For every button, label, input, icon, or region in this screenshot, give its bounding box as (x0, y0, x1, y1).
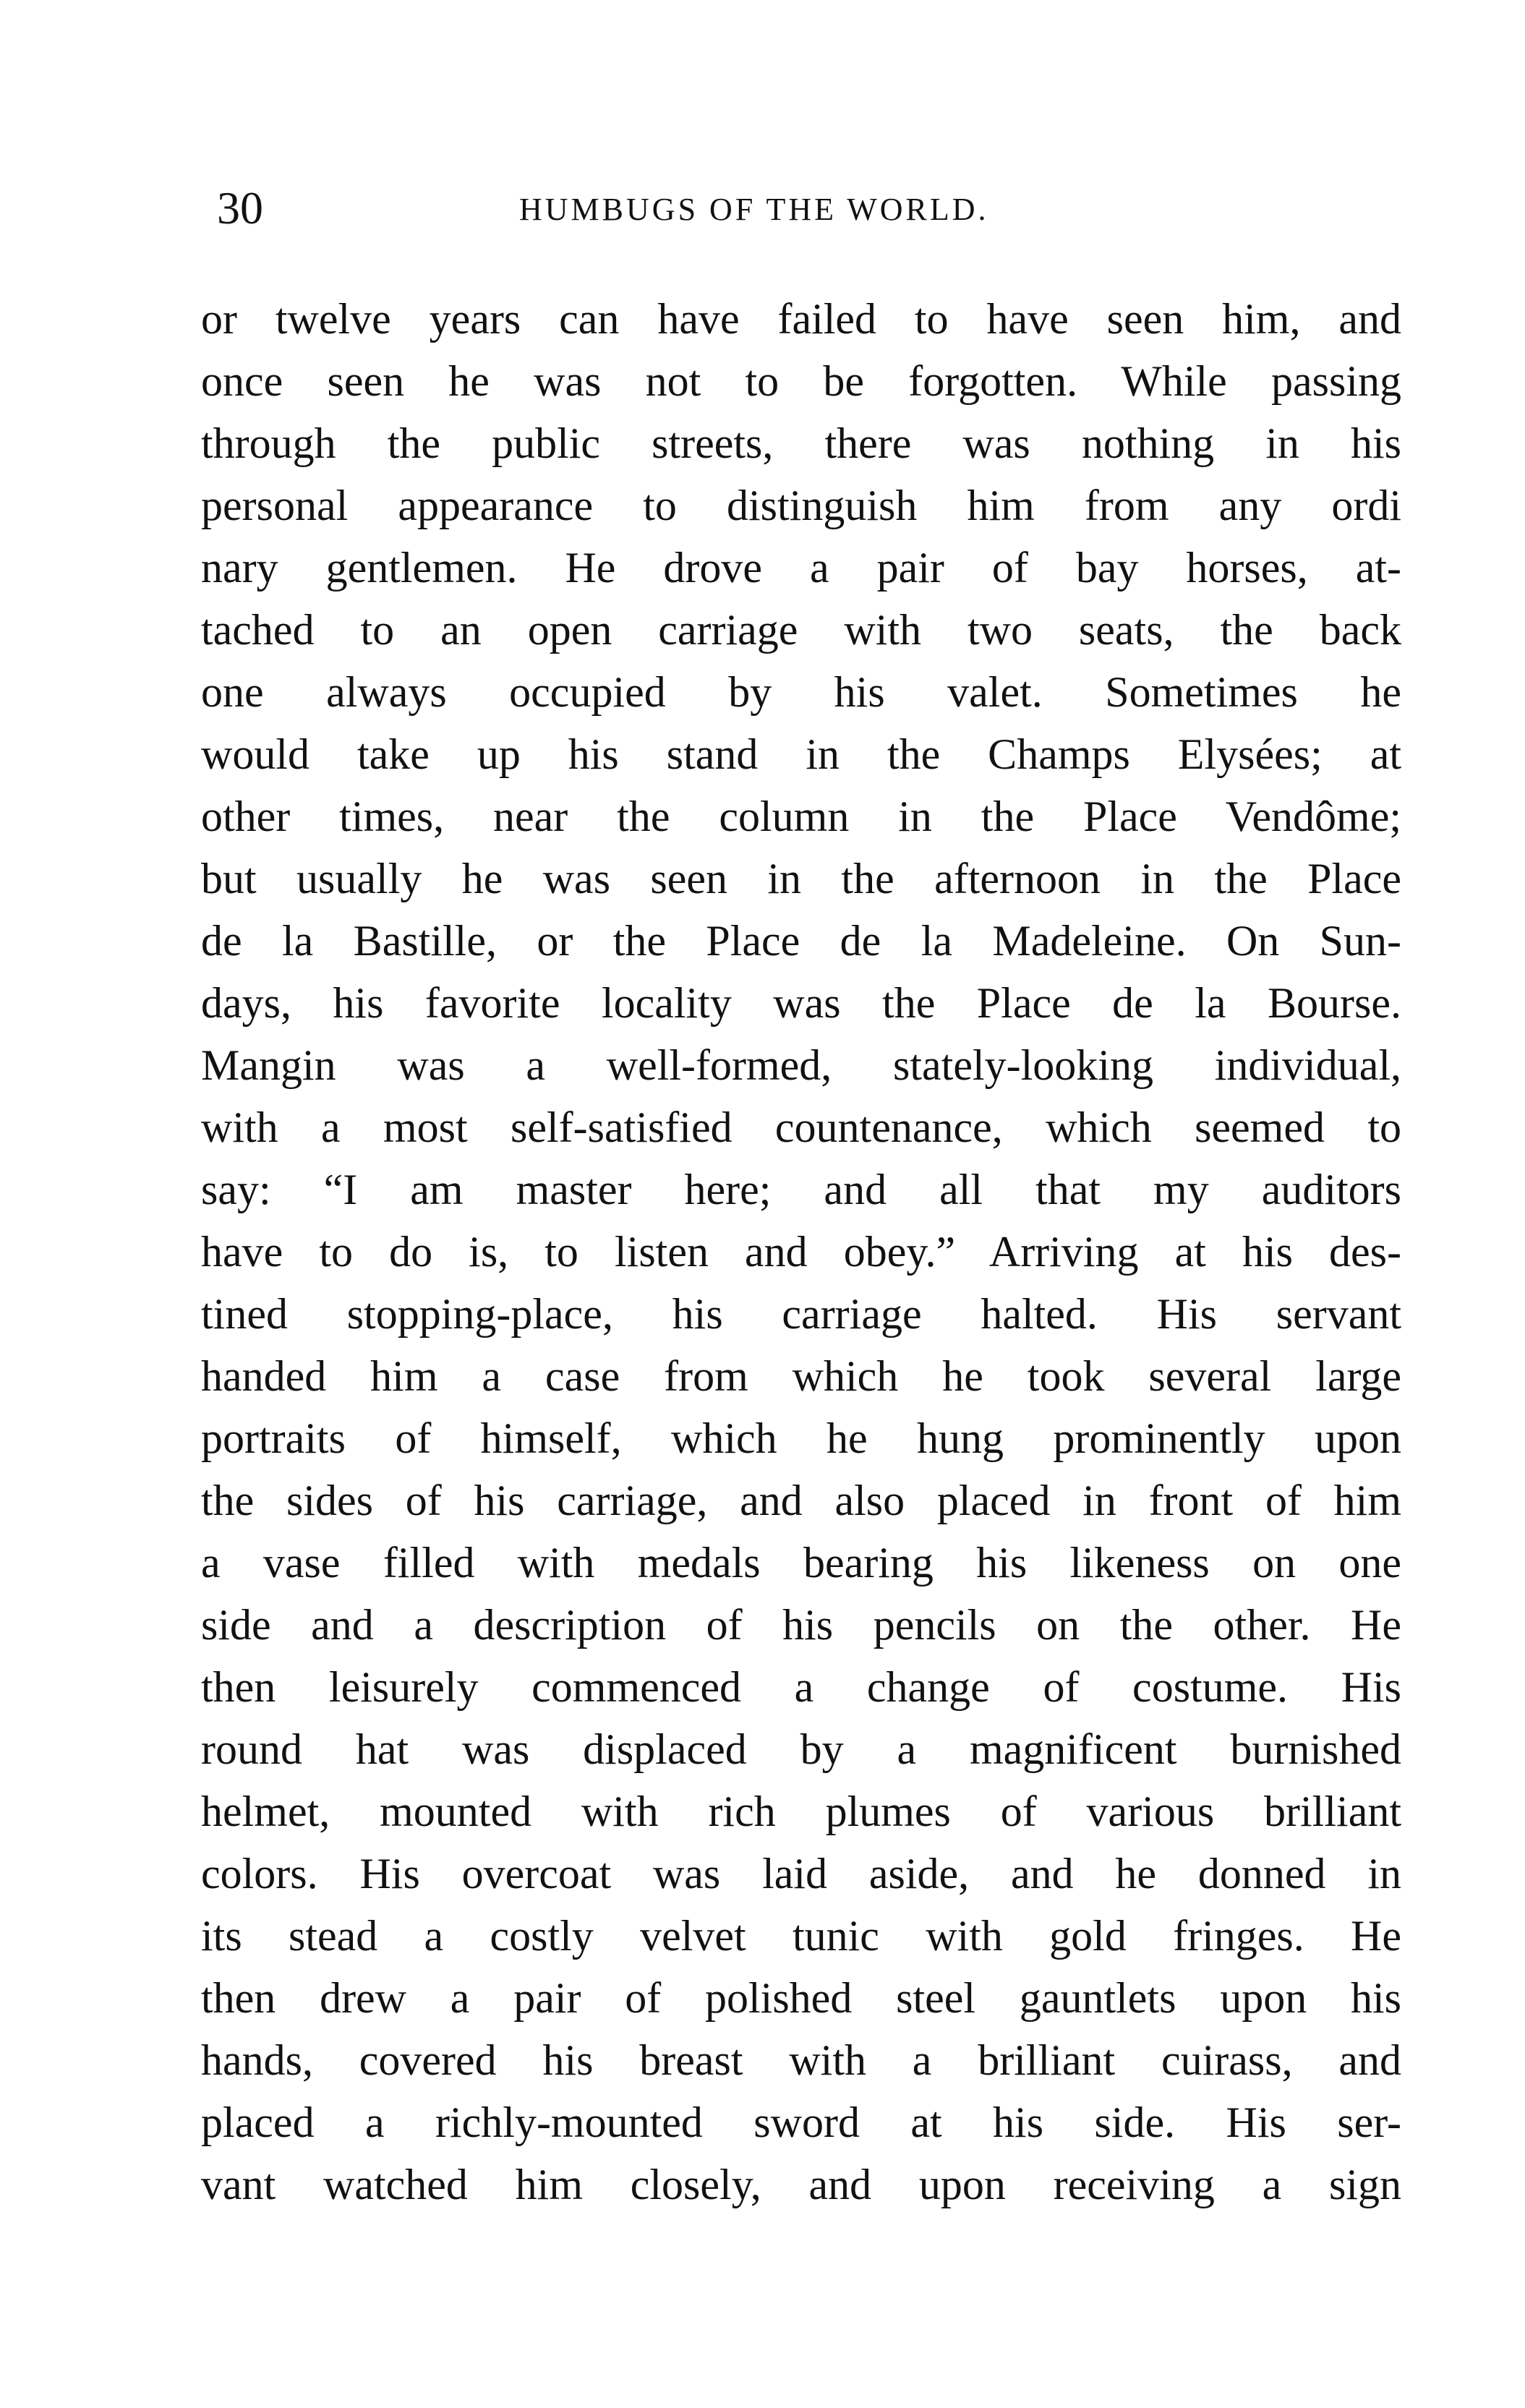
text-line: de la Bastille, or the Place de la Madeleine. On Sun- (201, 917, 1401, 965)
text-line: the sides of his carriage, and also placed in front of him (201, 1477, 1401, 1524)
text-line: helmet, mounted with rich plumes of various brilliant (201, 1788, 1401, 1835)
text-line: nary gentlemen. He drove a pair of bay horses, at- (201, 544, 1401, 592)
text-line: would take up his stand in the Champs Elysées; at (201, 730, 1401, 778)
text-line: have to do is, to listen and obey.” Arriving at his des- (201, 1228, 1401, 1276)
text-line: through the public streets, there was nothing in his (201, 419, 1401, 467)
text-line: hands, covered his breast with a brilliant cuirass, and (201, 2036, 1401, 2084)
text-line: but usually he was seen in the afternoon in the Place (201, 855, 1401, 902)
body-text (201, 288, 1401, 2216)
text-line: with a most self-satisfied countenance, which seemed to (201, 1103, 1401, 1151)
text-line: days, his favorite locality was the Place de la Bourse. (201, 979, 1401, 1027)
text-line: personal appearance to distinguish him from any ordi (201, 482, 1401, 529)
text-line: then leisurely commenced a change of costume. His (201, 1663, 1401, 1711)
text-line: handed him a case from which he took several large (201, 1352, 1401, 1400)
text-line: round hat was displaced by a magnificent burnished (201, 1725, 1401, 1773)
text-line: say: “I am master here; and all that my auditors (201, 1166, 1401, 1213)
text-line: placed a richly-mounted sword at his side. His ser- (201, 2099, 1401, 2146)
text-line: side and a description of his pencils on the other. He (201, 1601, 1401, 1649)
text-line: tached to an open carriage with two seats, the back (201, 606, 1401, 654)
text-line: Mangin was a well-formed, stately-looking individual, (201, 1041, 1401, 1089)
running-title: HUMBUGS OF THE WORLD. (519, 192, 989, 227)
page-number: 30 (217, 182, 263, 234)
text-line: other times, near the column in the Place Vendôme; (201, 793, 1401, 840)
text-line: its stead a costly velvet tunic with gold fringes. He (201, 1912, 1401, 1960)
text-line: portraits of himself, which he hung prominently upon (201, 1414, 1401, 1462)
text-line: vant watched him closely, and upon receiving a sign (201, 2161, 1401, 2208)
text-line: then drew a pair of polished steel gauntlets upon his (201, 1974, 1401, 2022)
text-line: or twelve years can have failed to have seen him, and (201, 295, 1401, 343)
text-line: tined stopping-place, his carriage halted. His servant (201, 1290, 1401, 1338)
text-line: colors. His overcoat was laid aside, and he donned in (201, 1850, 1401, 1897)
text-line: once seen he was not to be forgotten. While passing (201, 357, 1401, 405)
text-line: one always occupied by his valet. Sometimes he (201, 668, 1401, 716)
text-line: a vase filled with medals bearing his likeness on one (201, 1539, 1401, 1587)
